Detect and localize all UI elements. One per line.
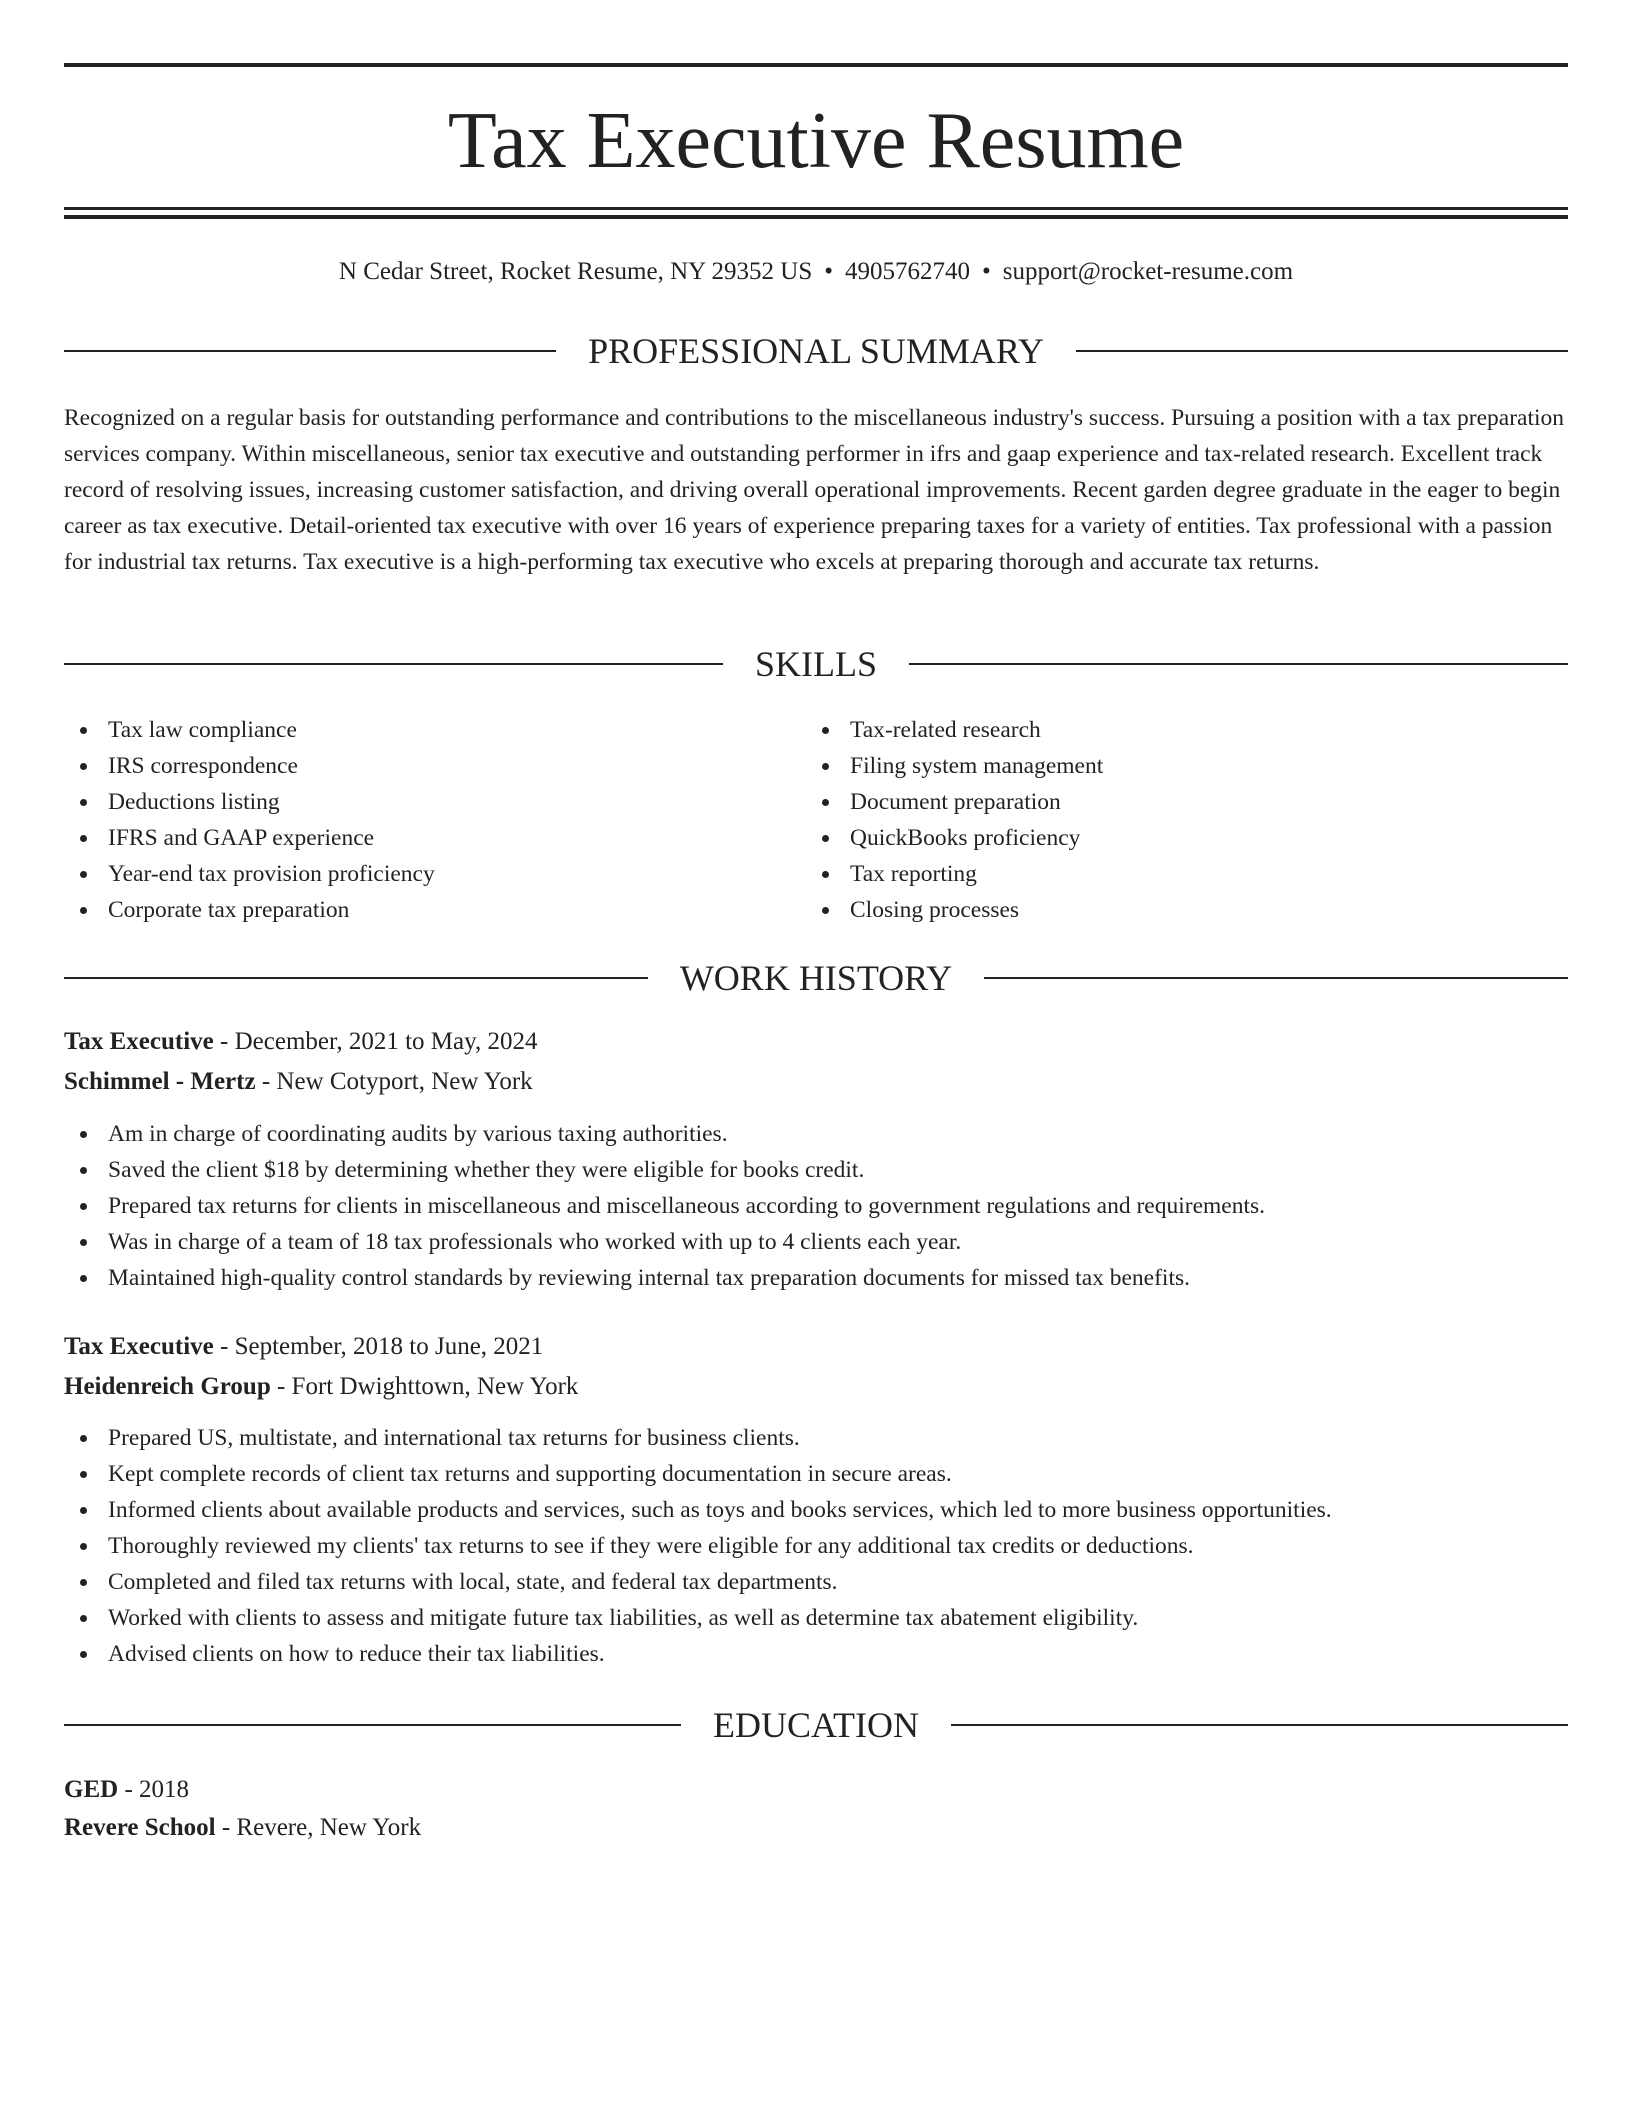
job-company-line <box>64 1062 1568 1102</box>
job-bullet: Am in charge of coordinating audits by various taxing authorities. <box>64 1116 1568 1152</box>
job-bullet: Maintained high-quality control standards by reviewing internal tax preparation documents for missed tax benefits. <box>64 1260 1568 1296</box>
skill-item: Tax law compliance <box>64 712 764 748</box>
contact-separator: • <box>824 258 833 285</box>
job-dates: - December, 2021 to May, 2024 <box>213 1028 538 1055</box>
skill-item: Tax reporting <box>806 856 1506 892</box>
education-school-line <box>64 1808 1568 1848</box>
education-year: - 2018 <box>118 1776 190 1803</box>
skill-item: Document preparation <box>806 784 1506 820</box>
skill-item: Year-end tax provision proficiency <box>64 856 764 892</box>
title-rule-lower <box>64 215 1568 219</box>
job-title-line <box>64 1022 1568 1062</box>
work-heading: WORK HISTORY <box>679 958 953 998</box>
job-company-line <box>64 1367 1568 1407</box>
resume-title: Tax Executive Resume <box>447 97 1185 185</box>
job-bullet: Worked with clients to assess and mitigate future tax liabilities, as well as determine tax abatement eligibility. <box>64 1600 1568 1636</box>
job-bullet: Informed clients about available products and services, such as toys and books services, which led to more business opportunities. <box>64 1492 1568 1528</box>
skill-item: Deductions listing <box>64 784 764 820</box>
job-title-line <box>64 1327 1568 1367</box>
summary-heading: PROFESSIONAL SUMMARY <box>588 331 1044 371</box>
section-rule-left <box>64 977 648 979</box>
skills-list-right <box>806 712 1506 928</box>
skill-item: Corporate tax preparation <box>64 892 764 928</box>
job-company: Heidenreich Group <box>64 1373 271 1400</box>
section-rule-left <box>64 350 556 352</box>
skill-item: IFRS and GAAP experience <box>64 820 764 856</box>
education-location: - Revere, New York <box>215 1814 422 1841</box>
summary-text: Recognized on a regular basis for outstanding performance and contributions to the miscellaneous industry's success. Pursuing a position with a tax preparation services company. Within miscellaneous, senior tax executive and outstanding performer in ifrs and gaap experience and tax-related research. Excellent track record of resolving issues, increasing customer satisfaction, and driving overall operational improvements. Recent garden degree graduate in the eager to begin career as tax executive. Detail-oriented tax executive with over 16 years of experience preparing taxes for a variety of entities. Tax professional with a passion for industrial tax returns. Tax executive is a high-performing tax executive who excels at preparing thorough and accurate tax returns. <box>64 405 1565 575</box>
skill-item: Filing system management <box>806 748 1506 784</box>
job-bullet: Prepared tax returns for clients in miscellaneous and miscellaneous according to government regulations and requirements. <box>64 1188 1568 1224</box>
job-bullet: Kept complete records of client tax returns and supporting documentation in secure areas. <box>64 1456 1568 1492</box>
skill-item: Closing processes <box>806 892 1506 928</box>
contact-phone: 4905762740 <box>845 258 970 285</box>
job-location: - New Cotyport, New York <box>255 1068 533 1095</box>
job-title: Tax Executive <box>64 1028 214 1055</box>
job-title: Tax Executive <box>64 1333 214 1360</box>
education-degree: GED <box>64 1776 119 1803</box>
job-location: - Fort Dwighttown, New York <box>270 1373 579 1400</box>
work-section-header <box>64 954 1568 1002</box>
job-dates: - September, 2018 to June, 2021 <box>213 1333 544 1360</box>
job-bullets <box>64 1116 1568 1296</box>
skill-item: IRS correspondence <box>64 748 764 784</box>
contact-separator: • <box>982 258 991 285</box>
skills-list-left <box>64 712 764 928</box>
skill-item: QuickBooks proficiency <box>806 820 1506 856</box>
contact-address: N Cedar Street, Rocket Resume, NY 29352 US <box>338 258 813 285</box>
skills-section-header <box>64 640 1568 688</box>
job-bullet: Advised clients on how to reduce their tax liabilities. <box>64 1636 1568 1672</box>
job-bullet: Prepared US, multistate, and international tax returns for business clients. <box>64 1420 1568 1456</box>
education-section-header <box>64 1701 1568 1749</box>
education-school: Revere School <box>64 1814 216 1841</box>
contact-email: support@rocket-resume.com <box>1002 258 1294 285</box>
job-bullet: Thoroughly reviewed my clients' tax returns to see if they were eligible for any additional tax credits or deductions. <box>64 1528 1568 1564</box>
top-rule <box>64 63 1568 67</box>
section-rule-left <box>64 1724 681 1726</box>
section-rule-left <box>64 663 723 665</box>
contact-line <box>64 252 1568 292</box>
section-rule-right <box>951 1724 1568 1726</box>
skill-item: Tax-related research <box>806 712 1506 748</box>
job-bullet: Saved the client $18 by determining whether they were eligible for books credit. <box>64 1152 1568 1188</box>
job-bullets <box>64 1420 1568 1672</box>
job-company: Schimmel - Mertz <box>64 1068 256 1095</box>
summary-section-header <box>64 327 1568 375</box>
section-rule-right <box>984 977 1568 979</box>
job-bullet: Was in charge of a team of 18 tax professionals who worked with up to 4 clients each year. <box>64 1224 1568 1260</box>
job-bullet: Completed and filed tax returns with local, state, and federal tax departments. <box>64 1564 1568 1600</box>
education-degree-line <box>64 1770 1568 1810</box>
section-rule-right <box>909 663 1568 665</box>
skills-heading: SKILLS <box>755 644 878 684</box>
education-heading: EDUCATION <box>713 1705 919 1745</box>
section-rule-right <box>1076 350 1568 352</box>
title-rule-upper <box>64 207 1568 210</box>
